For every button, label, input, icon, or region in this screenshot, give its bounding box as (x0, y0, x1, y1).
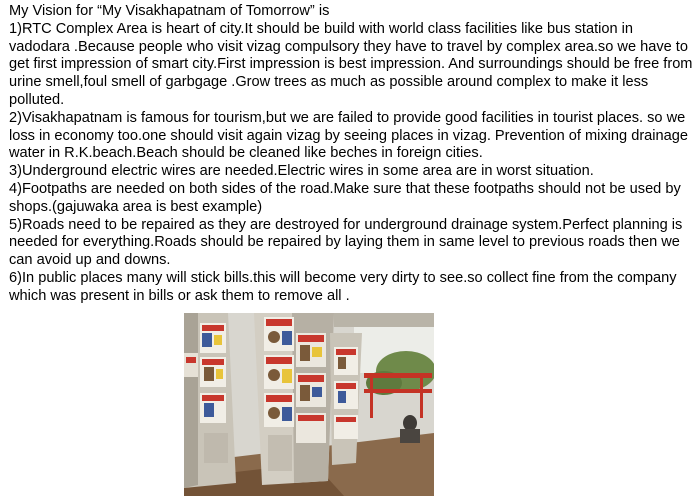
point-5: 5)Roads need to be repaired as they are destroyed for underground drainage system.Perfect planning is needed for everything.Roads should be repaired by laying them in same level to previous roads then we can avoid up and downs. (9, 216, 683, 269)
torn-posters-2 (268, 435, 292, 471)
photo-illustration (184, 313, 434, 496)
point-4: 4)Footpaths are needed on both sides of the road.Make sure that these footpaths should not be used by shops.(gajuwaka area is best example) (9, 180, 681, 215)
document-text (9, 3, 693, 306)
overpass-beam (334, 313, 434, 327)
point-6: 6)In public places many will stick bills.this will become very dirty to see.so collect fine from the company which was present in bills or ask them to remove all . (9, 269, 677, 304)
person-figure (403, 415, 417, 431)
photo-pillars-with-posters (184, 313, 434, 496)
point-1: 1)RTC Complex Area is heart of city.It should be build with world class facilities like bus station in vadodara .Because people who visit vizag compulsory they have to travel by complex area.so we have to get first impression of smart city.First impression is best impression. And surroundings should be free from urine smell,foul smell of garbgage .Grow trees as much as possible around complex to make it less polluted. (9, 20, 693, 108)
red-railing-post (370, 373, 373, 418)
torn-posters (204, 433, 228, 463)
point-3: 3)Underground electric wires are needed.Electric wires in some area are in worst situation. (9, 163, 594, 180)
pillar-left-shadow (184, 313, 198, 488)
document-title: My Vision for “My Visakhapatnam of Tomorrow” is (9, 3, 330, 19)
posters-right-pillar (334, 347, 358, 439)
person-body (400, 429, 420, 443)
red-railing-post-2 (420, 373, 423, 418)
point-2: 2)Visakhapatnam is famous for tourism,but we are failed to provide good facilities in tourist places. so we loss in economy too.one should visit again vizag by seeing places in vizag. Prevention of mixing drainage water in R.K.beach.Beach should be cleaned like beches in foreign cities. (9, 109, 689, 162)
